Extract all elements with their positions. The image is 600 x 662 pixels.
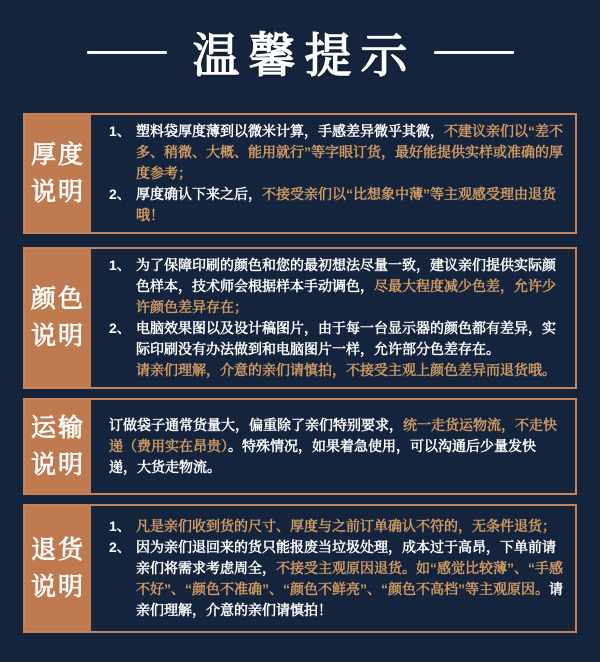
section-label-line: 说明 [30, 322, 85, 350]
item-text [136, 121, 563, 184]
item-number: 2、 [109, 320, 131, 336]
section-label-line: 厚度 [30, 140, 85, 169]
section-content-color [91, 249, 575, 387]
notice-item [109, 184, 563, 226]
page-title: 温馨提示 [192, 30, 417, 83]
notice-item [109, 516, 563, 537]
item-number: 2、 [109, 186, 131, 202]
text-segment: 不接受亲们以“比想象中薄”等主观感受理由退货哦！ [136, 186, 556, 223]
notice-item [109, 415, 563, 478]
text-segment: 电脑效果图以及设计稿图片，由于每一台显示器的颜色都有差异，实际印刷没有办法做到和电脑图片一样，允许部分色差存在。 [136, 320, 556, 357]
section-label-shipping [25, 400, 91, 493]
item-text [136, 184, 563, 226]
item-text [136, 516, 563, 537]
text-segment: 厚度确认下来之后， [136, 186, 262, 202]
section-label-thickness [25, 115, 91, 232]
section-label-line: 颜色 [30, 285, 85, 313]
section-content-returns [91, 506, 575, 631]
section-returns [23, 504, 577, 633]
text-segment: 。特殊情况，如果着急使用，可以沟通后少量发快递，大货走物流。 [109, 438, 536, 475]
section-label-line: 运输 [30, 413, 85, 442]
item-text [109, 415, 563, 478]
text-segment: 订做袋子通常货量大，偏重除了亲们特别要求， [109, 417, 403, 433]
item-text [136, 318, 563, 381]
text-segment: 尽最大程度减少色差，允许少许颜色差异存在； [136, 278, 556, 315]
section-label-line: 说明 [30, 450, 85, 479]
text-segment: 请亲们理解，介意的亲们请慎拍，不接受主观上颜色差异而退货哦。 [136, 362, 556, 378]
text-segment: 请亲们理解，介意的亲们请慎拍！ [136, 581, 563, 618]
item-text [136, 255, 563, 318]
section-thickness [23, 113, 577, 234]
section-content-shipping [91, 400, 575, 493]
text-segment: 塑料袋厚度薄到以微米计算，手感差异微乎其微， [136, 123, 444, 139]
text-segment: 统一走货运物流，不走快递（费用实在昂贵） [109, 417, 557, 454]
text-segment: 因为亲们退回来的货只能报废当垃圾处理，成本过于高昂，下单前请亲们将需求考虑周全， [136, 539, 556, 576]
section-content-thickness [91, 115, 575, 232]
text-segment: 凡是亲们收到货的尺寸、厚度与之前订单确认不符的，无条件退货； [136, 518, 556, 534]
section-label-line: 说明 [30, 572, 85, 601]
item-number: 1、 [109, 123, 131, 139]
sections [0, 104, 600, 633]
item-text [136, 537, 563, 621]
notice-item [109, 318, 563, 381]
text-segment: 为了保障印刷的颜色和您的最初想法尽量一致，建议亲们提供实际颜色样本，技术师会根据样本手动调色， [136, 257, 556, 294]
section-label-color [25, 249, 91, 387]
page-header [0, 0, 600, 104]
notice-item [109, 255, 563, 318]
item-number: 1、 [109, 257, 131, 273]
title-decoration-line-right [434, 51, 514, 54]
notice-item [109, 121, 563, 184]
item-number: 1、 [109, 518, 131, 534]
text-segment: 不接受主观原因退货。如“感觉比较薄”、“手感不好”、“颜色不准确”、“颜色不鲜亮”、“颜色不高档”等主观原因。 [136, 560, 563, 597]
item-number: 2、 [109, 539, 131, 555]
section-label-line: 退货 [30, 535, 85, 564]
section-label-line: 说明 [30, 177, 85, 206]
section-color [23, 247, 577, 389]
text-segment: 不建议亲们以“差不多、稍微、大概、能用就行”等字眼订货，最好能提供实样或准确的厚度参考； [136, 123, 563, 181]
title-decoration-line-left [87, 51, 167, 54]
section-shipping [23, 398, 577, 495]
notice-item [109, 537, 563, 621]
section-label-returns [25, 506, 91, 631]
